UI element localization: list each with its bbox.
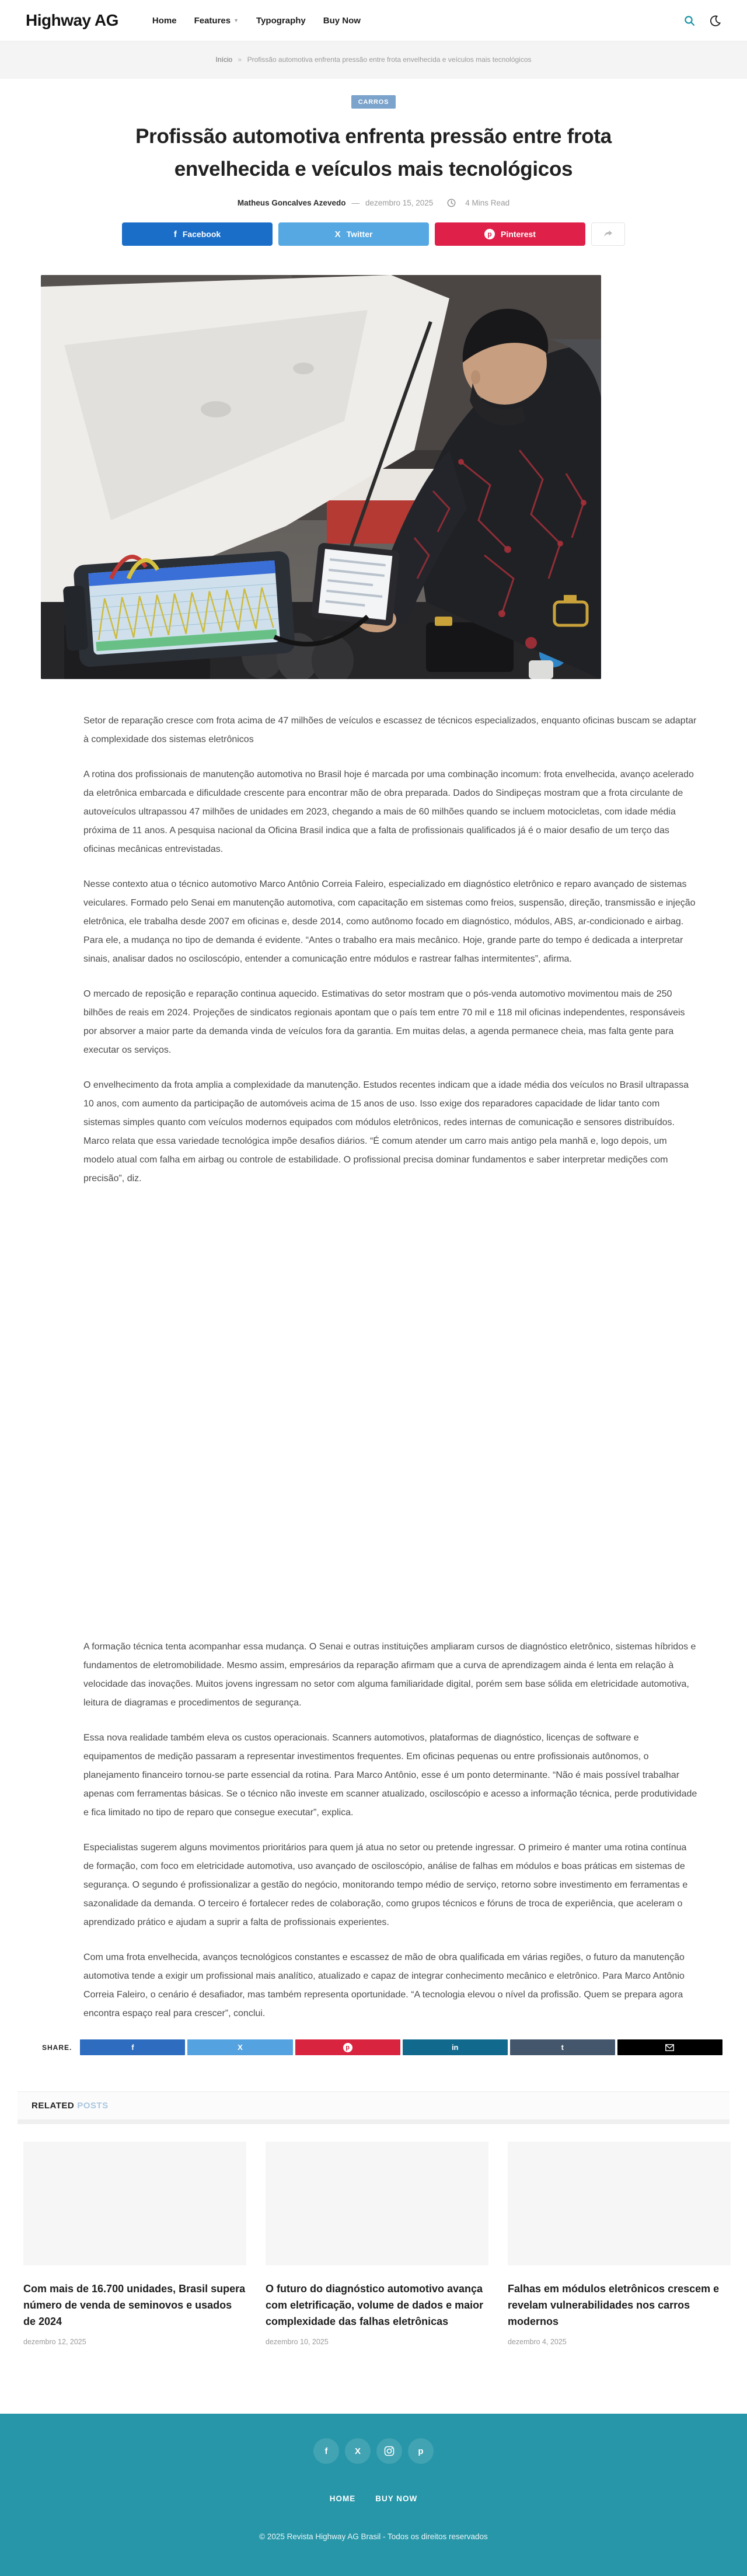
footer-links (0, 2494, 747, 2503)
share-facebook-button[interactable] (80, 2039, 185, 2055)
nav-item-features[interactable]: Features ▼ (194, 15, 239, 26)
category-badge[interactable]: CARROS (351, 95, 396, 109)
share-linkedin-button[interactable] (403, 2039, 508, 2055)
paragraph: O mercado de reposição e reparação continua aquecido. Estimativas do setor mostram que o pós-venda automotivo movimentou mais de 250 bilhões de reais em 2024. Projeções de sindicatos regionais apontam que o país tem entre 70 mil e 118 mil oficinas independentes, responsáveis por absorver a maior parte da demanda vinda de veículos fora da garantia. Em muitas delas, a agenda permanece cheia, mas falta gente para executar os serviços. (83, 989, 685, 1055)
author-link[interactable]: Matheus Goncalves Azevedo (237, 199, 346, 207)
paragraph: Nesse contexto atua o técnico automotivo Marco Antônio Correia Faleiro, especializado em diagnóstico eletrônico e reparo avançado de sistemas veiculares. Formado pelo Senai em manutenção automotiva, com capacitação em sistemas como freios, suspensão, direção, transmissão e injeção eletrônica, ele trabalha desde 2007 em oficinas e, desde 2014, como autônomo focado em diagnóstico, módulos, ABS, ar-condicionado e airbag. Para ele, a mudança no tipo de demanda é evidente. “Antes o trabalho era mais mecânico. Hoje, grande parte do tempo é dedicada a interpretar sinais, analisar dados no osciloscópio, entender a comunicação entre módulos e rastrear falhas intermitentes”, afirma. (83, 879, 696, 964)
post-thumbnail-placeholder[interactable] (23, 2142, 246, 2265)
related-post-title[interactable]: O futuro do diagnóstico automotivo avança com eletrificação, volume de dados e maior complexidade das falhas eletrônicas (266, 2283, 484, 2327)
article-header (18, 79, 729, 246)
site-header (0, 0, 747, 41)
related-post-card[interactable] (266, 2142, 488, 2346)
breadcrumb-band (0, 41, 747, 79)
main-nav (152, 16, 361, 26)
facebook-icon[interactable]: f (313, 2438, 339, 2464)
nav-item-home[interactable]: Home (152, 15, 177, 26)
footer-link-home[interactable]: HOME (329, 2494, 356, 2503)
related-post-date: dezembro 4, 2025 (508, 2338, 567, 2346)
footer-social (0, 2438, 747, 2464)
related-post-card[interactable] (508, 2142, 731, 2346)
read-time: 4 Mins Read (465, 199, 510, 207)
related-posts-section (18, 2091, 729, 2346)
related-post-date: dezembro 10, 2025 (266, 2338, 329, 2346)
instagram-icon[interactable] (376, 2438, 402, 2464)
paragraph: Com uma frota envelhecida, avanços tecnológicos constantes e escassez de mão de obra qualificada em várias regiões, o futuro da manutenção automotiva tende a exigir um profissional mais analítico, atualizado e capaz de integrar conhecimento mecânico e eletrônico. Para Marco Antônio Correia Faleiro, o cenário é desafiador, mas também representa oportunidade. “A tecnologia elevou o nível da profissão. Quem se prepara agora encontra espaço real para crescer”, conclui. (83, 1952, 685, 2018)
paragraph: A rotina dos profissionais de manutenção automotiva no Brasil hoje é marcada por uma combinação incomum: frota envelhecida, avanço acelerado da eletrônica embarcada e dificuldade crescente para encontrar mão de obra preparada. Dados do Sindipeças mostram que a frota circulante de autoveículos ultrapassou 47 milhões de unidades em 2023, chegando a mais de 60 milhões quando se incluem motocicletas, com idade média próxima de 11 anos. A pesquisa nacional da Oficina Brasil indica que a falta de profissionais qualificados já é o maior desafio de um terço das oficinas mecânicas entrevistadas. (83, 770, 694, 854)
meta-separator: — (351, 199, 359, 207)
share-tumblr-button[interactable] (510, 2039, 615, 2055)
paragraph: Essa nova realidade também eleva os custos operacionais. Scanners automotivos, plataformas de diagnóstico, licenças de software e equipamentos de medição passaram a representar investimentos frequentes. Em oficinas pequenas ou entre profissionais autônomos, o planejamento financeiro tornou-se parte essencial da rotina. Para Marco Antônio, esse é um ponto determinante. “Não é mais possível trabalhar apenas com ferramentas básicas. Se o técnico não investe em scanner atualizado, osciloscópio e acesso a informação técnica, perde produtividade e fica limitado no tipo de reparo que consegue executar”, explica. (83, 1733, 697, 1818)
tumblr-icon: t (561, 2043, 564, 2052)
page-title: Profissão automotiva enfrenta pressão entre frota envelhecida e veículos mais tecnológicos (135, 125, 612, 180)
paragraph: Especialistas sugerem alguns movimentos prioritários para quem já atua no setor ou pretende ingressar. O primeiro é manter uma rotina contínua de formação, com foco em eletricidade automotiva, uso avançado de osciloscópio, análise de falhas em módulos e boas práticas em sistemas de segurança. O segundo é profissionalizar a gestão do negócio, monitorando tempo médio de serviço, retorno sobre investimento em ferramentas e sazonalidade da demanda. O terceiro é fortalecer redes de colaboração, como grupos técnicos e fóruns de troca de experiência, que aceleram o aprendizado prático e ajudam a suprir a falta de profissionais experientes. (83, 1843, 688, 1927)
paragraph-lead: Setor de reparação cresce com frota acima de 47 milhões de veículos e escassez de técnicos especializados, enquanto oficinas buscam se adaptar à complexidade dos sistemas eletrônicos (83, 716, 697, 744)
facebook-icon: f (131, 2043, 134, 2052)
share-email-button[interactable] (617, 2039, 722, 2055)
paragraph: A formação técnica tenta acompanhar essa mudança. O Senai e outras instituições ampliaram cursos de diagnóstico eletrônico, sistemas híbridos e fundamentos de eletromobilidade. Mesmo assim, empresários da reparação afirmam que a curva de aprendizagem ainda é lenta em relação à velocidade das inovações. Muitos jovens ingressam no setor com alguma familiaridade digital, porém sem base sólida em eletricidade automotiva, leitura de diagramas e procedimentos de segurança. (83, 1642, 696, 1708)
section-divider (18, 2119, 729, 2124)
nav-item-buy-now[interactable]: Buy Now (323, 15, 361, 26)
share-more-button[interactable] (591, 222, 625, 246)
breadcrumb-separator: » (238, 55, 242, 64)
pinterest-icon: p (343, 2043, 352, 2052)
post-thumbnail-placeholder[interactable] (266, 2142, 488, 2265)
paragraph: O envelhecimento da frota amplia a complexidade da manutenção. Estudos recentes indicam que a idade média dos veículos no Brasil ultrapassa 10 anos, com aumento da participação de automóveis acima de 15 anos de uso. Isso exige dos reparadores capacidade de lidar tanto com sistemas simples quanto com veículos modernos equipados com módulos eletrônicos, redes internas de comunicação e sensores distribuídos. Marco relata que essa variedade tecnológica impõe desafios diários. “É comum atender um carro mais antigo pela manhã e, logo depois, um modelo atual com falha em airbag ou controle de estabilidade. O profissional precisa dominar fundamentos e saber interpretar medições com precisão”, diz. (83, 1080, 689, 1183)
site-logo[interactable]: Highway AG (26, 11, 118, 29)
header-actions (683, 14, 721, 27)
share-pinterest-button[interactable]: p Pinterest (435, 222, 585, 246)
share-twitter-button[interactable]: X Twitter (278, 222, 429, 246)
share-buttons-top (18, 222, 729, 246)
chevron-down-icon: ▼ (233, 18, 239, 23)
search-icon[interactable] (683, 14, 696, 27)
post-date: dezembro 15, 2025 (365, 199, 434, 207)
site-footer (0, 2414, 747, 2576)
pinterest-icon[interactable]: p (408, 2438, 434, 2464)
post-meta (18, 199, 729, 207)
featured-image (41, 275, 601, 679)
related-post-card[interactable] (23, 2142, 246, 2346)
x-icon[interactable]: X (345, 2438, 371, 2464)
moon-icon[interactable] (708, 14, 721, 27)
breadcrumb-current: Profissão automotiva enfrenta pressão entre frota envelhecida e veículos mais tecnológicos (247, 55, 532, 64)
related-posts-grid (18, 2124, 729, 2346)
post-thumbnail-placeholder[interactable] (508, 2142, 731, 2265)
share-facebook-button[interactable]: f Facebook (122, 222, 273, 246)
share-row (80, 2039, 729, 2055)
x-icon: X (238, 2043, 243, 2052)
related-post-date: dezembro 12, 2025 (23, 2338, 86, 2346)
related-post-title[interactable]: Com mais de 16.700 unidades, Brasil supera número de venda de seminovos e usados de 2024 (23, 2283, 246, 2327)
x-icon: X (334, 229, 341, 239)
related-posts-heading: RELATED POSTS (18, 2092, 729, 2119)
share-x-button[interactable] (187, 2039, 292, 2055)
nav-item-typography[interactable]: Typography (256, 15, 306, 26)
breadcrumb (0, 55, 747, 64)
footer-link-buy-now[interactable]: BUY NOW (375, 2494, 418, 2503)
empty-ad-slot (83, 1205, 697, 1638)
pinterest-icon: p (484, 229, 495, 239)
share-label: SHARE. (42, 2043, 72, 2052)
envelope-icon (665, 2044, 674, 2051)
share-arrow-icon (603, 230, 613, 238)
share-bar-bottom (18, 2039, 729, 2055)
clock-icon (447, 199, 456, 207)
facebook-icon: f (173, 229, 177, 239)
share-pinterest-button[interactable] (295, 2039, 400, 2055)
breadcrumb-home-link[interactable]: Início (215, 55, 233, 64)
linkedin-icon: in (451, 2043, 459, 2052)
related-post-title[interactable]: Falhas em módulos eletrônicos crescem e revelam vulnerabilidades nos carros modernos (508, 2283, 720, 2327)
copyright: © 2025 Revista Highway AG Brasil - Todos os direitos reservados (259, 2532, 488, 2541)
article-body (83, 712, 697, 2023)
